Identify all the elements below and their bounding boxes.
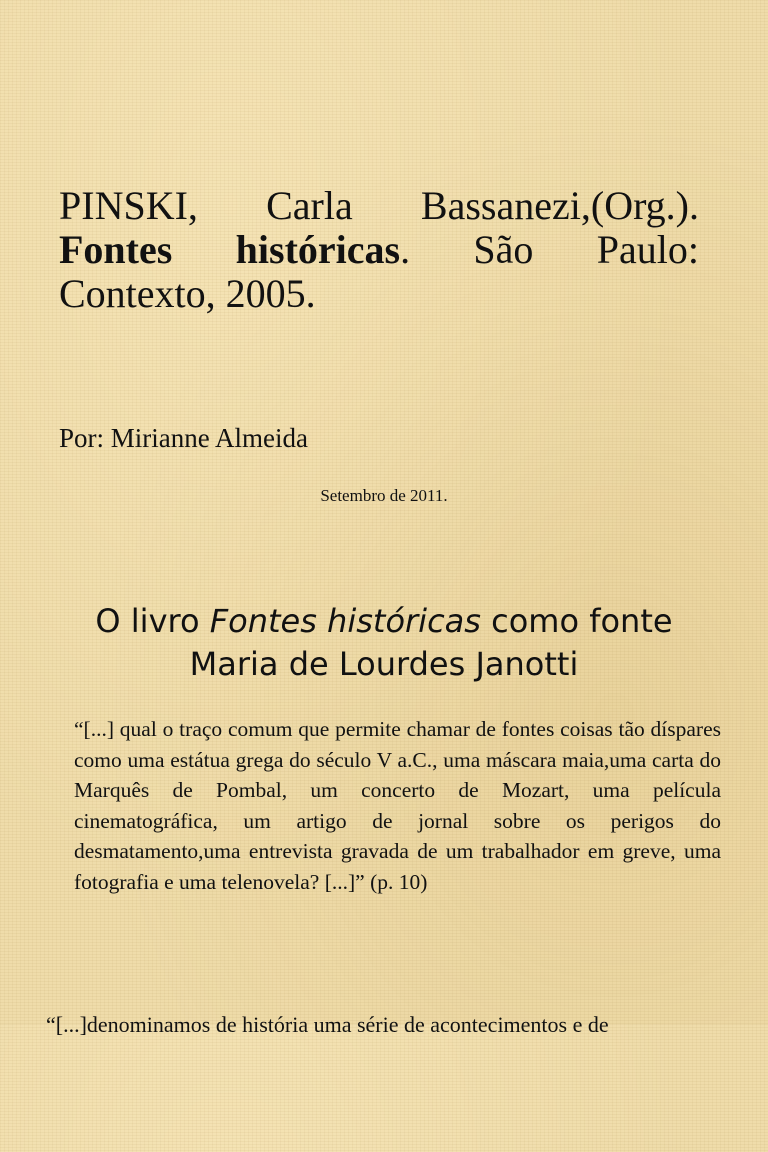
bibliographic-citation bbox=[59, 184, 699, 316]
title-prefix: O livro bbox=[95, 602, 210, 640]
slide-subtitle-author: Maria de Lourdes Janotti bbox=[189, 645, 579, 683]
presentation-date: Setembro de 2011. bbox=[320, 486, 448, 505]
quote-paragraph: “[...] qual o traço comum que permite chamar de fontes coisas tão díspares como uma estátua grega do século V a.C., uma máscara maia,uma carta do Marquês de Pombal, um concerto de Mozart, uma película cinematográfica, um artigo de jornal sobre os perigos do desmatamento,uma entrevista gravada de um trabalhador em greve, uma fotografia e uma telenovela? [...]” (p. 10) bbox=[74, 717, 721, 894]
slide-title bbox=[0, 600, 768, 686]
title-suffix: como fonte bbox=[480, 602, 673, 640]
quote-continuation: “[...]denominamos de história uma série de acontecimentos e de bbox=[46, 1012, 609, 1037]
citation-publisher: . São Paulo: Contexto, 2005. bbox=[59, 227, 699, 316]
slide-2 bbox=[0, 576, 768, 1152]
citation-author: PINSKI, Carla Bassanezi,(Org.). bbox=[59, 183, 699, 228]
citation-book-title: Fontes históricas bbox=[59, 227, 401, 272]
presenter-line: Por: Mirianne Almeida bbox=[59, 423, 308, 453]
title-book-name: Fontes históricas bbox=[209, 602, 481, 640]
